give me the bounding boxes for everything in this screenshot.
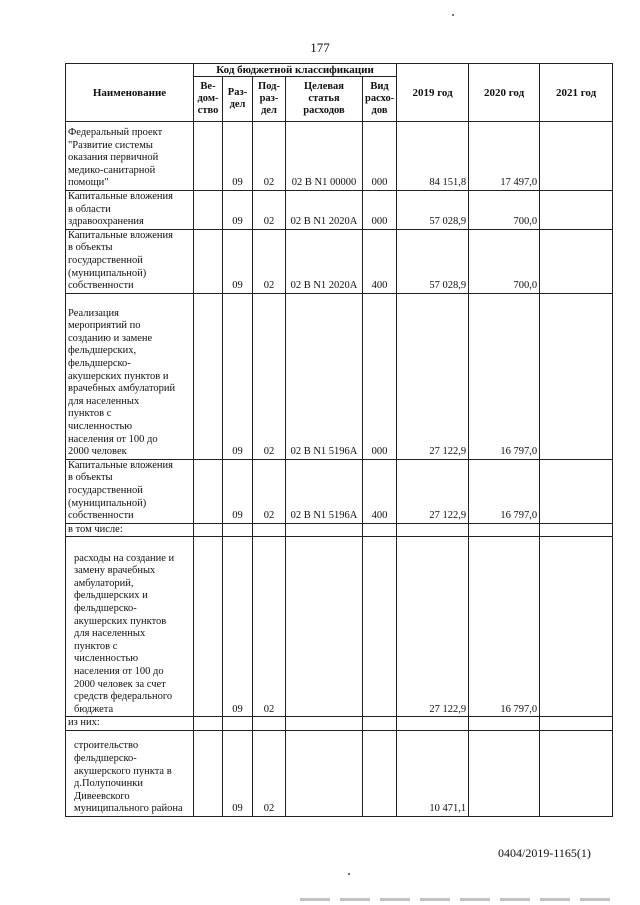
cell-2021 <box>540 537 613 717</box>
cell-2021 <box>540 459 613 523</box>
cell-vedomstvo <box>194 730 223 816</box>
table-row <box>66 523 613 537</box>
row-name: в том числе: <box>66 523 194 537</box>
cell-2020 <box>469 717 540 731</box>
cell-target-article <box>286 717 363 731</box>
table-row <box>66 229 613 293</box>
cell-2019: 84 151,8 <box>397 122 469 191</box>
cell-2020: 700,0 <box>469 229 540 293</box>
cell-podrazdel: 02 <box>253 537 286 717</box>
row-name: из них: <box>66 717 194 731</box>
cell-podrazdel: 02 <box>253 730 286 816</box>
cell-target-article <box>286 523 363 537</box>
row-name: Капитальные вложения в объекты государственной (муниципальной) собственности <box>66 229 194 293</box>
header-target-article: Целевая статья расходов <box>286 77 363 122</box>
row-name: Федеральный проект "Развитие системы оказания первичной медико-санитарной помощи" <box>66 122 194 191</box>
cell-2019: 27 122,9 <box>397 293 469 459</box>
cell-vedomstvo <box>194 537 223 717</box>
cell-podrazdel: 02 <box>253 293 286 459</box>
cell-2019: 27 122,9 <box>397 537 469 717</box>
cell-podrazdel: 02 <box>253 122 286 191</box>
budget-table <box>65 63 613 817</box>
table-row <box>66 730 613 816</box>
cell-2021 <box>540 122 613 191</box>
row-name: Реализация мероприятий по созданию и замене фельдшерских, фельдшерско- акушерских пунктов и врачебных амбулаторий для населенных пунктов с численностью населения от 100 до 2000 человек <box>66 293 194 459</box>
cell-2020: 700,0 <box>469 191 540 230</box>
scan-speck <box>348 873 350 875</box>
row-name: Капитальные вложения в области здравоохранения <box>66 191 194 230</box>
cell-target-article: 02 В N1 00000 <box>286 122 363 191</box>
cell-2021 <box>540 523 613 537</box>
cell-2021 <box>540 717 613 731</box>
cell-2020: 17 497,0 <box>469 122 540 191</box>
cell-vedomstvo <box>194 717 223 731</box>
header-razdel: Раз- дел <box>223 77 253 122</box>
cell-expense-type: 000 <box>363 122 397 191</box>
header-budget-code: Код бюджетной классификации <box>194 64 397 77</box>
cell-podrazdel: 02 <box>253 229 286 293</box>
header-2020: 2020 год <box>469 64 540 122</box>
table-row <box>66 717 613 731</box>
table-row <box>66 122 613 191</box>
cell-2019: 10 471,1 <box>397 730 469 816</box>
cell-expense-type <box>363 730 397 816</box>
cell-expense-type: 000 <box>363 293 397 459</box>
cell-target-article <box>286 730 363 816</box>
cell-2020 <box>469 730 540 816</box>
cell-2019: 57 028,9 <box>397 229 469 293</box>
cell-2019: 57 028,9 <box>397 191 469 230</box>
cell-target-article: 02 В N1 5196А <box>286 293 363 459</box>
cell-razdel: 09 <box>223 459 253 523</box>
cell-target-article: 02 В N1 2020А <box>286 229 363 293</box>
document-code: 0404/2019-1165(1) <box>498 846 591 860</box>
cell-podrazdel <box>253 717 286 731</box>
cell-razdel: 09 <box>223 730 253 816</box>
table-row <box>66 459 613 523</box>
cell-2021 <box>540 730 613 816</box>
page-number: 177 <box>310 40 330 55</box>
scan-edge-artifact <box>300 898 610 901</box>
cell-2019 <box>397 717 469 731</box>
cell-razdel: 09 <box>223 537 253 717</box>
cell-podrazdel <box>253 523 286 537</box>
cell-podrazdel: 02 <box>253 459 286 523</box>
cell-vedomstvo <box>194 523 223 537</box>
cell-expense-type <box>363 717 397 731</box>
cell-target-article: 02 В N1 2020А <box>286 191 363 230</box>
cell-expense-type: 400 <box>363 459 397 523</box>
cell-razdel: 09 <box>223 229 253 293</box>
cell-2021 <box>540 293 613 459</box>
cell-2021 <box>540 191 613 230</box>
header-expense-type: Вид расхо- дов <box>363 77 397 122</box>
table-row <box>66 191 613 230</box>
header-vedomstvo: Ве- дом- ство <box>194 77 223 122</box>
scan-speck <box>452 14 454 16</box>
cell-2020: 16 797,0 <box>469 459 540 523</box>
cell-podrazdel: 02 <box>253 191 286 230</box>
cell-target-article <box>286 537 363 717</box>
row-name: расходы на создание и замену врачебных амбулаторий, фельдшерских и фельдшерско- акушерских пунктов для населенных пунктов с численностью населения от 100 до 2000 человек за счет средств федерального бюджета <box>66 537 194 717</box>
cell-expense-type: 000 <box>363 191 397 230</box>
cell-expense-type <box>363 523 397 537</box>
cell-2021 <box>540 229 613 293</box>
cell-razdel <box>223 523 253 537</box>
cell-vedomstvo <box>194 229 223 293</box>
cell-razdel <box>223 717 253 731</box>
cell-2019: 27 122,9 <box>397 459 469 523</box>
row-name: Капитальные вложения в объекты государственной (муниципальной) собственности <box>66 459 194 523</box>
table-row <box>66 293 613 459</box>
header-name: Наименование <box>66 64 194 122</box>
cell-2020: 16 797,0 <box>469 293 540 459</box>
table-row <box>66 537 613 717</box>
cell-razdel: 09 <box>223 293 253 459</box>
cell-2020 <box>469 523 540 537</box>
cell-2019 <box>397 523 469 537</box>
cell-razdel: 09 <box>223 191 253 230</box>
cell-vedomstvo <box>194 293 223 459</box>
row-name: строительство фельдшерско- акушерского пункта в д.Полупочинки Дивеевского муниципального района <box>66 730 194 816</box>
cell-vedomstvo <box>194 122 223 191</box>
cell-target-article: 02 В N1 5196А <box>286 459 363 523</box>
cell-razdel: 09 <box>223 122 253 191</box>
header-2019: 2019 год <box>397 64 469 122</box>
cell-2020: 16 797,0 <box>469 537 540 717</box>
cell-vedomstvo <box>194 191 223 230</box>
header-2021: 2021 год <box>540 64 613 122</box>
cell-vedomstvo <box>194 459 223 523</box>
header-podrazdel: Под- раз- дел <box>253 77 286 122</box>
cell-expense-type <box>363 537 397 717</box>
cell-expense-type: 400 <box>363 229 397 293</box>
